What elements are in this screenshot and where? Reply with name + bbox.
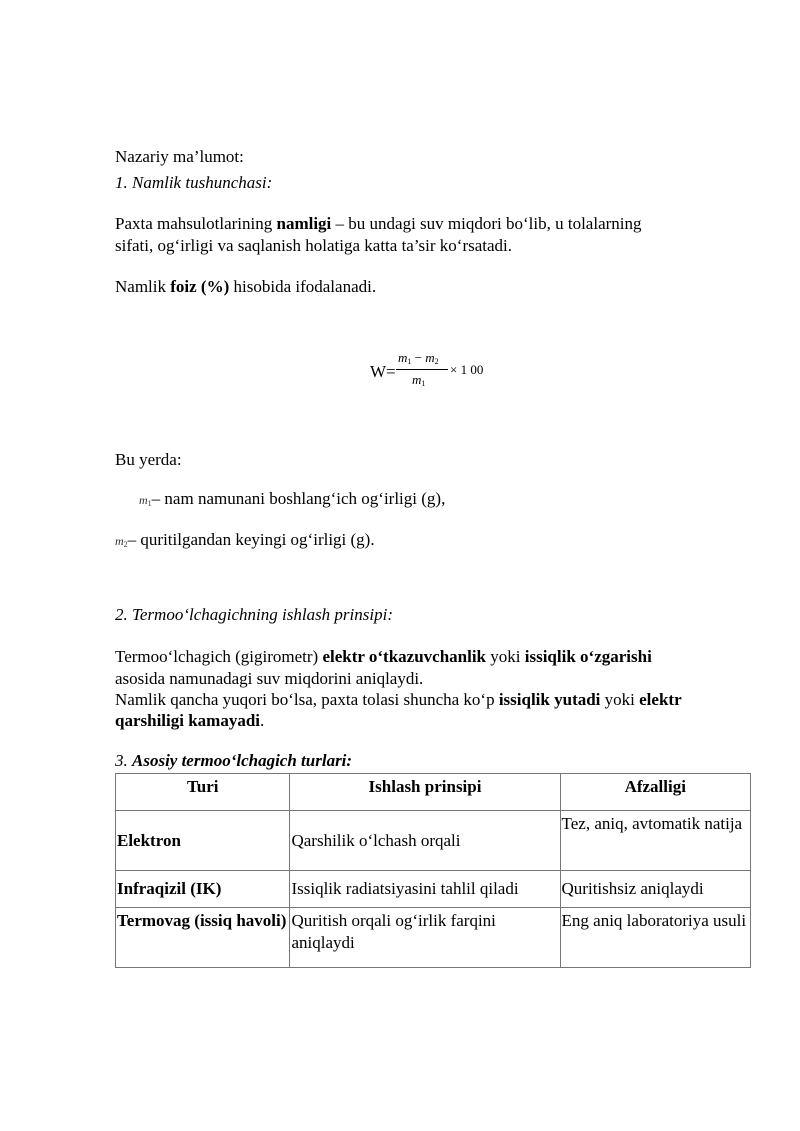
table-row [116,908,751,968]
section-2-line-3: Namlik qancha yuqori bo‘lsa, paxta tolasi shuncha ko‘p issiqlik yutadi yoki elektr [115,690,682,709]
table-cell-advantage: Eng aniq laboratoriya usuli [560,908,750,968]
table-cell-type: Termovag (issiq havoli) [116,908,290,968]
term-namligi: namligi [276,214,332,233]
thermometer-types-table [115,773,751,968]
table-cell-principle: Issiqlik radiatsiyasini tahlil qiladi [290,871,560,908]
section-1-paragraph-2: Namlik foiz (%) hisobida ifodalanadi. [115,277,377,296]
section-1-paragraph-1-line-2: sifati, og‘irligi va saqlanish holatiga katta ta’sir ko‘rsatadi. [115,236,513,255]
section-2-line-2: asosida namunadagi suv miqdorini aniqlaydi. [115,669,424,688]
section-1-paragraph-1: Paxta mahsulotlarining namligi – bu undagi suv miqdori bo‘lib, u tolalarning [115,214,642,233]
term-foiz: foiz (%) [170,277,230,296]
table-row [116,871,751,908]
definitions-intro: Bu yerda: [115,450,182,469]
table-header-row [116,774,751,811]
formula-denominator: $m_1$ [412,372,426,388]
table-header-turi: Turi [116,774,290,811]
formula-fraction-bar [396,369,448,370]
table-row [116,811,751,871]
table-cell-type: Infraqizil (IK) [116,871,290,908]
moisture-formula [370,346,510,396]
table-cell-advantage: Tez, aniq, avtomatik natija [560,811,750,871]
definition-m2: $m_2-$ quritilgandan keyingi og‘irligi (g). [115,530,375,549]
section-2-line-4: qarshiligi kamayadi. [115,711,265,730]
section-1-title: 1. Namlik tushunchasi: [115,173,273,192]
definition-m1: $m_1-$ nam namunani boshlang‘ich og‘irligi (g), [139,489,446,508]
page-heading: Nazariy ma’lumot: [115,147,244,166]
section-2-title: 2. Termoo‘lchagichning ishlash prinsipi: [115,605,393,624]
section-2-line-1: Termoo‘lchagich (gigirometr) elektr o‘tkazuvchanlik yoki issiqlik o‘zgarishi [115,647,652,666]
table-header-afzalligi: Afzalligi [560,774,750,811]
symbol-m1: $m_1$ [139,493,152,508]
table-cell-principle: Qarshilik o‘lchash orqali [290,811,560,871]
table-header-ishlash-prinsipi: Ishlash prinsipi [290,774,560,811]
symbol-m2: $m_2$ [115,534,128,549]
table-cell-advantage: Quritishsiz aniqlaydi [560,871,750,908]
formula-multiplier: × 1 00 [450,362,484,377]
table-cell-type: Elektron [116,811,290,871]
section-3-title: 3. Asosiy termoo‘lchagich turlari: [115,751,353,770]
table-cell-principle: Quritish orqali og‘irlik farqini aniqlaydi [290,908,560,968]
formula-numerator: $m_1 - m_2$ [398,350,439,366]
formula-lhs: W= [370,362,396,381]
